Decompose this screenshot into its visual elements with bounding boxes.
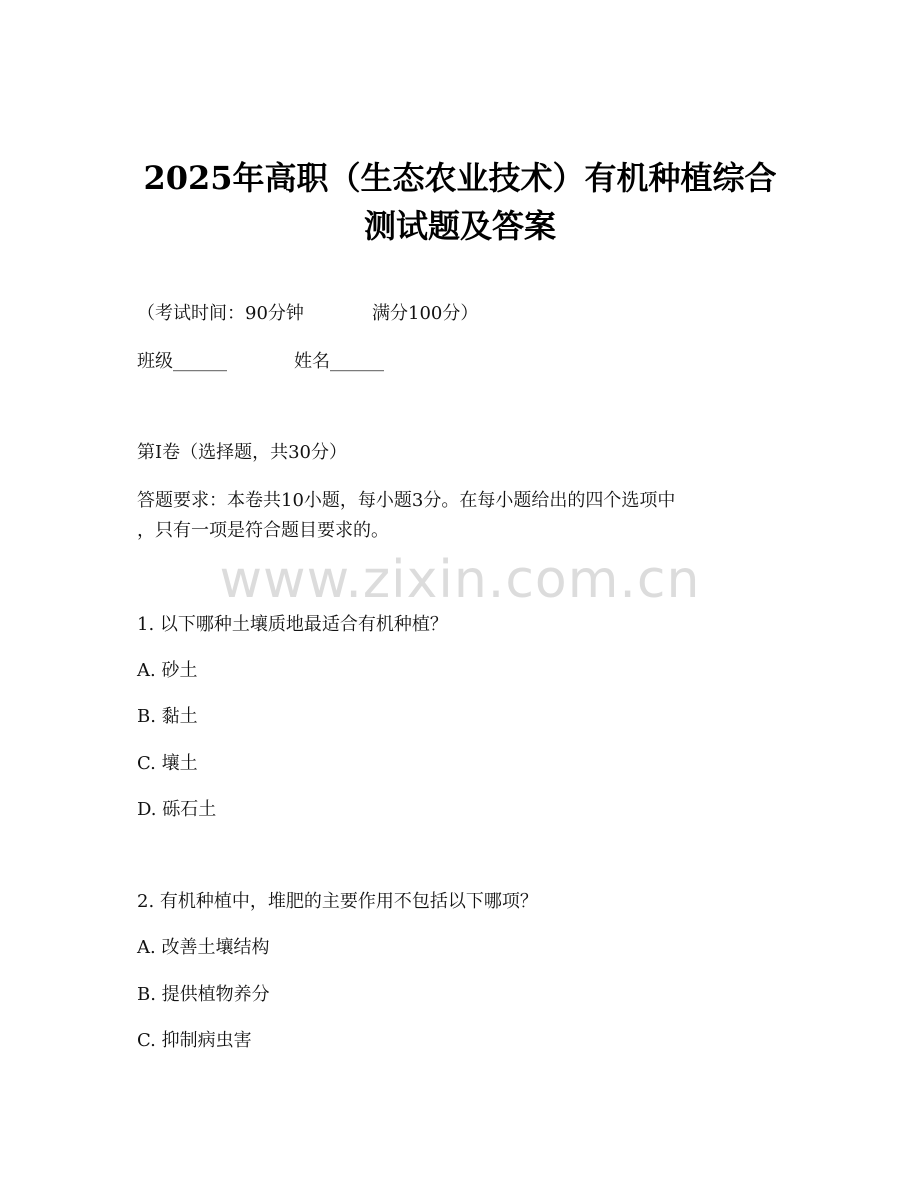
question-2: 2. 有机种植中，堆肥的主要作用不包括以下哪项？ — [137, 891, 538, 912]
name-field: 姓名______ — [294, 351, 384, 372]
question-1-option-d: D. 砾石土 — [137, 799, 217, 820]
instructions-line-1: 答题要求：本卷共10小题，每小题3分。在每小题给出的四个选项中 — [137, 490, 676, 511]
watermark: www.zixin.com.cn — [219, 550, 701, 610]
question-2-option-a: A. 改善土壤结构 — [137, 937, 270, 958]
question-2-option-b: B. 提供植物养分 — [137, 984, 270, 1005]
question-1-option-a: A. 砂土 — [137, 660, 198, 681]
document-title-line-2: 测试题及答案 — [363, 207, 556, 245]
question-1-option-c: C. 壤土 — [137, 753, 198, 774]
section-title: 第I卷（选择题，共30分） — [137, 442, 348, 463]
full-score: 满分100分） — [372, 303, 479, 324]
question-1-option-b: B. 黏土 — [137, 706, 198, 727]
exam-time: （考试时间：90分钟 — [137, 303, 304, 324]
question-2-option-c: C. 抑制病虫害 — [137, 1030, 252, 1051]
document-title-line-1: 2025年高职（生态农业技术）有机种植综合 — [143, 159, 777, 197]
question-1: 1. 以下哪种土壤质地最适合有机种植？ — [137, 614, 448, 635]
instructions-line-2: ，只有一项是符合题目要求的。 — [137, 520, 389, 541]
class-field: 班级______ — [137, 351, 227, 372]
